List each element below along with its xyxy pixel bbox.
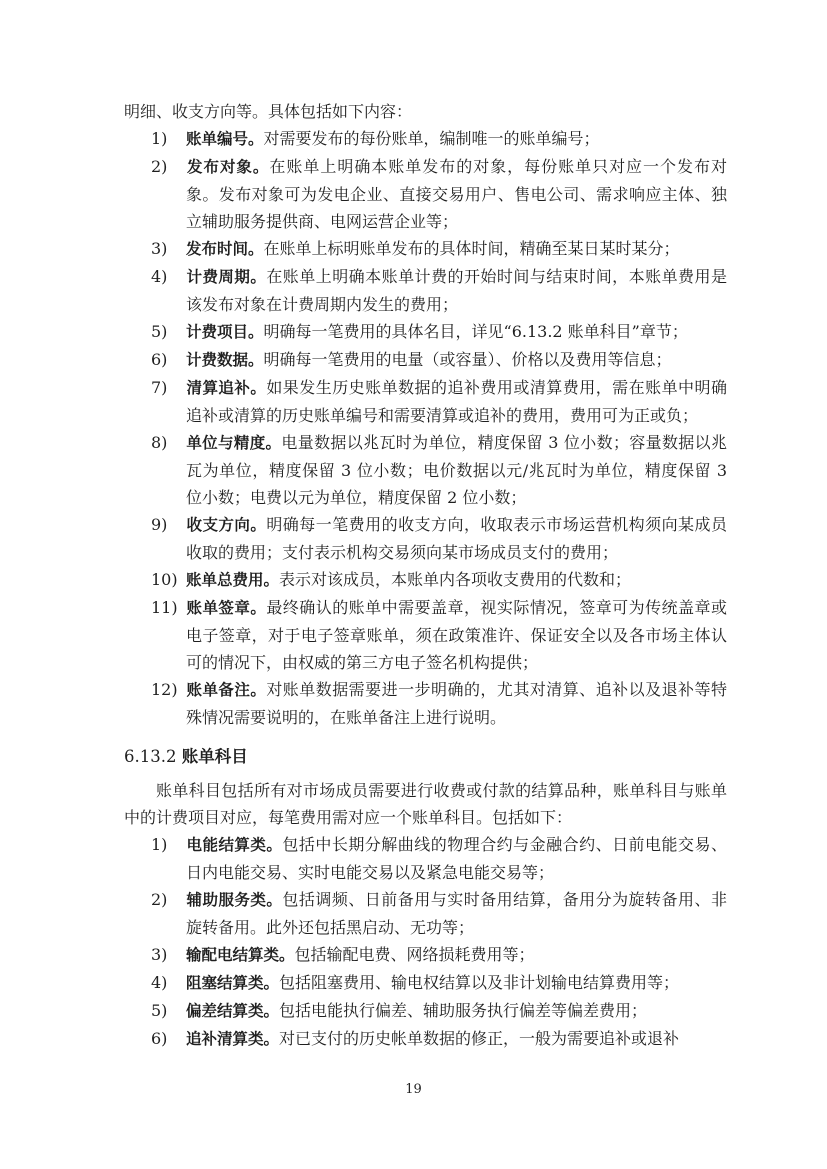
list-item-number: 2) [151,890,168,909]
list-item-term: 发布对象。 [186,158,270,176]
list-item-text: 表示对该成员，本账单内各项收支费用的代数和； [279,570,632,589]
list-item-number: 1) [151,129,168,148]
list-item-term: 追补清算类。 [186,1030,280,1048]
list-item-text: 在账单上明确本账单计费的开始时间与结束时间，本账单费用是该发布对象在计费周期内发生的费用； [186,267,727,314]
list-item-text: 如果发生历史账单数据的追补费用或清算费用，需在账单中明确追补或清算的历史账单编号和需要清算或追补的费用，费用可为正或负； [186,378,727,425]
list-item-text: 包括阻塞费用、输电权结算以及非计划输电结算费用等； [279,973,680,992]
list-item [124,429,727,511]
list-item-term: 账单备注。 [186,681,267,699]
list-item-number: 11) [151,598,178,617]
list-item-number: 4) [151,973,168,992]
list-item-number: 9) [151,515,168,534]
list-item-number: 5) [151,322,168,341]
list-item [124,886,727,941]
list-item-term: 账单签章。 [186,599,267,617]
list-item [124,594,727,676]
list-item-text: 对已支付的历史帐单数据的修正，一般为需要追补或退补 [279,1029,680,1048]
list-item-term: 阻塞结算类。 [186,974,280,992]
list-item [124,941,727,969]
list-item-text: 明确每一笔费用的具体名目，详见“6.13.2 账单科目”章节； [263,322,688,341]
list-item [124,831,727,886]
list-item-term: 单位与精度。 [186,434,282,452]
list-item-number: 2) [151,157,168,176]
list-item-term: 电能结算类。 [186,836,283,854]
list-item-number: 6) [151,1029,168,1048]
list-item-term: 清算追补。 [186,379,267,397]
list-item-term: 发布时间。 [186,240,264,258]
page-content [124,98,727,1053]
section-heading [124,743,727,770]
list-item [124,318,727,346]
list-item-text: 对账单数据需要进一步明确的，尤其对清算、追补以及退补等特殊情况需要说明的，在账单备注上进行说明。 [186,680,727,727]
intro-paragraph: 明细、收支方向等。具体包括如下内容： [124,102,413,121]
list-item [124,153,727,235]
list-item [124,235,727,263]
list-item-text: 在账单上明确本账单发布的对象，每份账单只对应一个发布对象。发布对象可为发电企业、直接交易用户、售电公司、需求响应主体、独立辅助服务提供商、电网运营企业等； [186,157,727,231]
list-item-text: 包括输配电费、网络损耗费用等； [294,945,535,964]
list-item-text: 包括电能执行偏差、辅助服务执行偏差等偏差费用； [279,1001,648,1020]
list-item-term: 计费数据。 [186,351,264,369]
list-item [124,969,727,997]
list-item-text: 电量数据以兆瓦时为单位，精度保留 3 位小数；容量数据以兆瓦为单位，精度保留 3 位小数；电价数据以元/兆瓦时为单位，精度保留 3 位小数；电费以元为单位，精度保留 2 位小数； [186,433,727,507]
list-item [124,1025,727,1053]
page-number: 19 [405,1082,422,1097]
list-item-number: 8) [151,433,168,452]
list-item-term: 辅助服务类。 [186,891,283,909]
list-item-text: 包括调频、日前备用与实时备用结算，备用分为旋转备用、非旋转备用。此外还包括黑启动、无功等； [186,890,727,937]
list-item [124,511,727,566]
list-item [124,566,727,594]
list-item [124,676,727,731]
list-item-number: 3) [151,239,168,258]
list-item-number: 7) [151,378,168,397]
list-item-number: 5) [151,1001,168,1020]
list-item [124,263,727,318]
list-item-text: 包括中长期分解曲线的物理合约与金融合约、日前电能交易、日内电能交易、实时电能交易以及紧急电能交易等； [186,835,727,882]
list-item [124,346,727,374]
list-item-term: 收支方向。 [186,516,267,534]
list-item-number: 3) [151,945,168,964]
list-item-term: 计费项目。 [186,323,264,341]
list-item-number: 6) [151,350,168,369]
list-item-term: 计费周期。 [186,268,267,286]
list-item-term: 偏差结算类。 [186,1002,280,1020]
list-item-text: 明确每一笔费用的电量（或容量）、价格以及费用等信息； [263,350,672,369]
list-item-term: 输配电结算类。 [186,946,295,964]
list-item-number: 12) [151,680,178,699]
section-number: 6.13.2 [124,747,177,766]
list-item-text: 对需要发布的每份账单，编制唯一的账单编号； [263,129,600,148]
list-item [124,125,727,153]
list-item-number: 10) [151,570,178,589]
list-item-text: 明确每一笔费用的收支方向，收取表示市场运营机构须向某成员收取的费用；支付表示机构交易须向某市场成员支付的费用； [186,515,727,562]
list-item-number: 4) [151,267,168,286]
list-item-term: 账单总费用。 [186,571,280,589]
list-item [124,374,727,429]
list-item-number: 1) [151,835,168,854]
list-item-term: 账单编号。 [186,130,264,148]
list-item-text: 在账单上标明账单发布的具体时间，精确至某日某时某分； [263,239,680,258]
list-item [124,997,727,1025]
list-item-text: 最终确认的账单中需要盖章，视实际情况，签章可为传统盖章或电子签章，对于电子签章账单，须在政策准许、保证安全以及各市场主体认可的情况下，由权威的第三方电子签名机构提供； [186,598,727,672]
section-intro-paragraph: 账单科目包括所有对市场成员需要进行收费或付款的结算品种，账单科目与账单中的计费项目对应，每笔费用需对应一个账单科目。包括如下： [124,781,727,827]
bill-content-list [124,125,727,731]
section-title: 账单科目 [181,747,248,766]
bill-subject-list [124,831,727,1053]
